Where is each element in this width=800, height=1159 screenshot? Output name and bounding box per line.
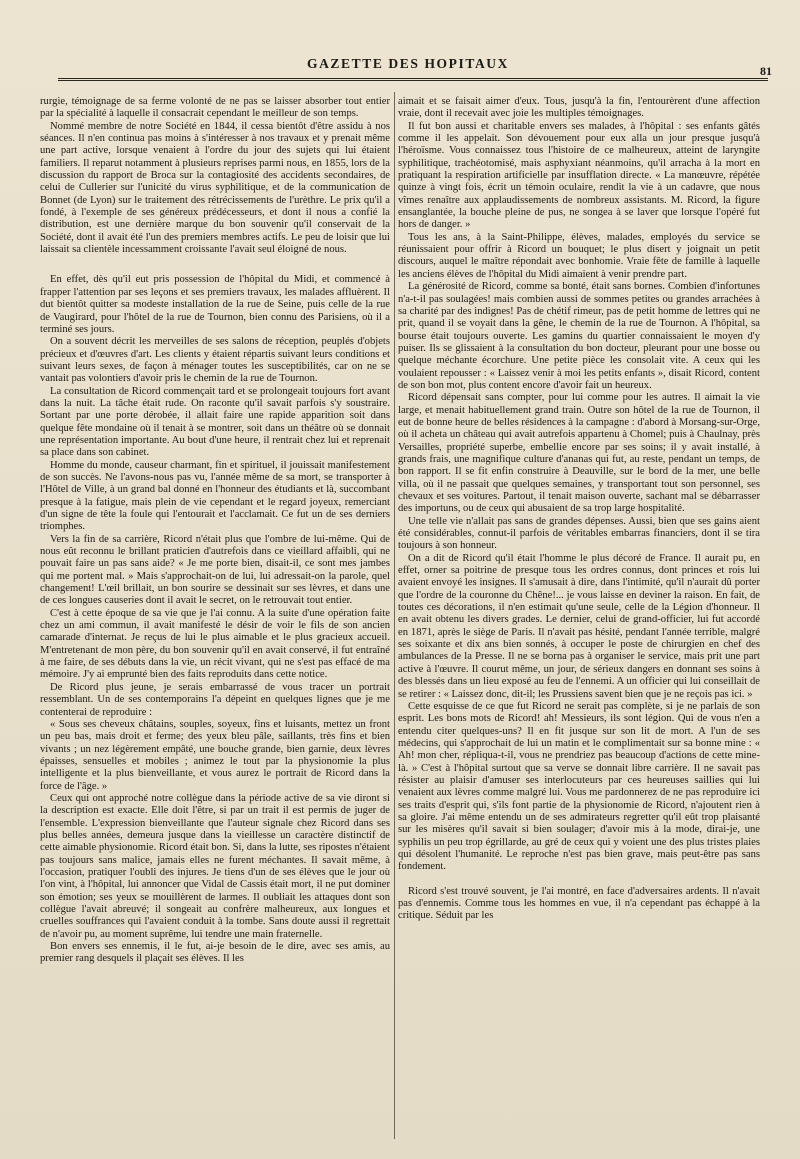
paragraph: Ricord dépensait sans compter, pour lui comme pour les autres. Il aimait la vie large, et menait habituellement grand train. Outre son hôtel de la rue de Tournon, il eut de bonne heure de belles résidences à la campagne : d'abord à Morsang-sur-Orge, où il acheta un château qui avait autrefois appartenu à Chomel; puis à Chaulnay, près Versailles, propriété superbe, embellie encore par ses soins; il y avait installé, à grands frais, une magnifique culture d'ananas qui fut, au reste, pendant un temps, de bon rapport. Il se fit enfin construire à Deauville, sur le bord de la mer, une belle villa, où il ne passait que quelques semaines, y transportant tout son personnel, ses chevaux et ses voitures. Partout, il tenait maison ouverte, sachant mal se débarrasser des importuns, ou de ceux qui abusaient de sa trop large hospitalité. xyxy=(398,392,760,515)
paragraph: Cette esquisse de ce que fut Ricord ne serait pas complète, si je ne parlais de son esprit. Les bons mots de Ricord! ah! Messieurs, ils sont légion. Qui de vous n'en a entendu citer quelques-uns? Il en fit jusque sur son lit de mort. A l'un de ses médecins, qui s'approchait de lui un matin et le complimentait sur sa bonne mine : « Ah! mon cher, répliqua-t-il, vous ne prendriez pas beaucoup d'actions de cette mine-là. » C'est à l'hôpital surtout que sa verve se donnait libre carrière. Il ne savait pas résister au plaisir d'amuser ses interlocuteurs par ces heureuses saillies qui lui venaient aux lèvres comme malgré lui. Vous me pardonnerez de ne pas reproduire ici ses traits d'esprit qui, s'ils font partie de la physionomie de Ricord, n'ajoutent rien à sa gloire. J'ai même entendu un de ses admirateurs regretter qu'il eût trop plaisanté sur les misères qu'il savait si bien soulager; d'avoir mis à la mode, dirai-je, une syphilis un peu trop égrillarde, au gré de ceux qui y voient une des plus tristes plaies qui désolent l'humanité. Le reproche n'est pas bien grave, mais peut-être pas sans fondement. xyxy=(398,700,760,873)
paragraph: Une telle vie n'allait pas sans de grandes dépenses. Aussi, bien que ses gains aient été considérables, connut-il parfois de véritables embarras financiers, dont il se tira toujours à son honneur. xyxy=(398,515,760,552)
paragraph: La consultation de Ricord commençait tard et se prolongeait toujours fort avant dans la nuit. La tâche était rude. On raconte qu'il savait parfois s'y soustraire. Sortant par une porte dérobée, il allait faire une rapide apparition soit dans quelque fête mondaine où il tenait à se montrer, soit dans un théâtre où se donnait une représentation importante. Au bout d'une heure, il rentrait chez lui et reprenait sa place dans son cabinet. xyxy=(40,385,390,459)
paragraph: Homme du monde, causeur charmant, fin et spirituel, il jouissait manifestement de son succès. Ne l'avons-nous pas vu, l'année même de sa mort, se transporter à l'Hôtel de Ville, à un grand bal donné en l'honneur des étudiants et là, succombant presque à la fatigue, mais plein de vie cependant et le regard joyeux, remerciant d'un signe de tête la foule qui l'entourait et l'acclamait. Ce fut un de ses derniers triomphes. xyxy=(40,459,390,533)
right-column xyxy=(398,96,760,1147)
paragraph: Ricord s'est trouvé souvent, je l'ai montré, en face d'adversaires ardents. Il n'avait pas d'ennemis. Comme tous les hommes en vue, il n'a cependant pas échappé à la critique. Séduit par les xyxy=(398,885,760,922)
paragraph: aimait et se faisait aimer d'eux. Tous, jusqu'à la fin, l'entourèrent d'une affection vraie, dont il recevait avec joie les multiples témoignages. xyxy=(398,96,760,120)
column-divider xyxy=(394,92,395,1139)
header-rule xyxy=(58,78,768,81)
paragraph: Il fut bon aussi et charitable envers ses malades, à l'hôpital : ses enfants gâtés comme il les appelait. Son dévouement pour eux alla un jour presque jusqu'à l'héroïsme. Vous connaissez tous l'histoire de ce malheureux, atteint de laryngite syphilitique, trachéotomisé, mais asphyxiant néanmoins, qu'il arracha à la mort en pratiquant la respiration artificielle par insufflation directe. « La manœuvre, répétée quinze à vingt fois, écrit un témoin oculaire, rendit la vie à un cadavre, que nous vîmes renaître aux applaudissements de nombreux assistants. M. Ricord, la figure ensanglantée, la bouche pleine de pus, ne songea à se laver que lorsque l'opéré fut hors de danger. » xyxy=(398,120,760,231)
paragraph: La générosité de Ricord, comme sa bonté, était sans bornes. Combien d'infortunes n'a-t-il pas soulagées! mais combien aussi de sommes petites ou grandes arrachées à sa charité par des indignes! Pas de chétif rimeur, pas de petit homme de lettres qui ne prit, quand il se voyait dans la gêne, le chemin de la rue de Tournon. A l'hôpital, sa bourse était toujours ouverte. Les gamins du quartier connaissaient le moyen d'y puiser. Ils se glissaient à la consultation du bon docteur, pleurant pour une bosse ou quelque méchante écorchure. Une petite pièce les consolait vite. A ceux qui les voulaient repousser : « Laissez venir à moi les petits enfants », disait Ricord, content de son bon mot, plus content encore d'avoir fait un heureux. xyxy=(398,281,760,391)
paragraph: Ceux qui ont approché notre collègue dans la période active de sa vie diront si la description est exacte. Elle doit l'être, si par un trait il est permis de juger de l'ensemble. L'expression bienveillante que l'auteur signale chez Ricord dans ses plus belles années, demeura jusque dans la vieillesse un caractère distinctif de cette aimable physionomie. Ricord était bon. Si, dans la lutte, ses ripostes n'étaient pas toujours sans malice, jamais elles ne furent méchantes. Il savait même, à l'occasion, pratiquer l'oubli des injures. Je tiens d'un de ses élèves que le jour où l'on vint, à l'hôpital, lui annoncer que Vidal de Cassis était mort, il ne put dominer son émotion; ses yeux se mouillèrent de larmes. Il oubliait les attaques dont son collègue l'avait abreuvé; il songeait au confrère malheureux, aux longues et cruelles souffrances qui l'avaient conduit à la tombe. Sans doute aussi il regrettait de n'avoir pu, au moment suprême, lui tendre une main fraternelle. xyxy=(40,792,390,940)
left-column xyxy=(40,96,390,1147)
paragraph: C'est à cette époque de sa vie que je l'ai connu. A la suite d'une opération faite chez un ami commun, il avait manifesté le désir de voir le fils de son ancien camarade d'internat. Je reçus de lui le plus aimable et le plus gracieux accueil. M'entretenant de mon père, du bon souvenir qu'il en avait conservé, il fut entraîné à me faire, de ses débuts dans la vie, un récit vivant, qui ne s'est pas effacé de ma mémoire. J'y ai emprunté bien des faits reproduits dans cette notice. xyxy=(40,607,390,681)
paragraph: On a dit de Ricord qu'il était l'homme le plus décoré de France. Il aurait pu, en effet, orner sa poitrine de presque tous les ordres connus, dont princes et rois lui avaient envoyé les insignes. Il s'amusait à dire, dans l'intimité, qu'il n'aurait dû porter que l'ordre de la couronne du Chêne!... je vous laisse en deviner la raison. En fait, de toutes ces décorations, il n'en estimait qu'une seule, celle de la Légion d'honneur. Il en avait obtenu les divers grades. Le dernier, celui de grand-officier, lui fut accordé en 1871, après le siège de Paris. Il n'avait pas hésité, pendant l'année terrible, malgré ses soixante et dix ans bien sonnés, à occuper le poste de chirurgien en chef des ambulances de la Presse. Il ne se borna pas à organiser le service, mais prit une part active à l'œuvre. Il courut même, un jour, de sérieux dangers en donnant ses soins à des blessés dans un lieu exposé au feu de l'ennemi. A un officier qui lui conseillait de se retirer : « Laissez donc, dit-il; les Prussiens savent bien que je ne reçois pas ici. » xyxy=(398,552,760,700)
paragraph: Vers la fin de sa carrière, Ricord n'était plus que l'ombre de lui-même. Qui de nous eût reconnu le brillant praticien d'autrefois dans ce vieillard affaibli, qui ne pouvait faire un pas sans aide? « Je me porte bien, disait-il, ce sont mes jambes qui me portent mal. » Mais s'approchait-on de lui, lui adressait-on la parole, quel changement! L'œil brillait, un bon sourire se dessinait sur ses lèvres, et dans une de ces longues causeries dont il avait le secret, on le retrouvait tout entier. xyxy=(40,533,390,607)
paragraph: De Ricord plus jeune, je serais embarrassé de vous tracer un portrait ressemblant. Un de ses contemporains l'a dépeint en quelques lignes que je me contenterai de reproduire : xyxy=(40,681,390,718)
quoted-paragraph: « Sous ses cheveux châtains, souples, soyeux, fins et luisants, mettez un front un peu bas, mais droit et ferme; des yeux bleu pâle, saillants, très fins et bien vivants ; un nez légèrement empâté, une bouche grande, bien garnie, deux lèvres épaisses, sensuelles et mobiles ; animez le tout par la physionomie la plus intelligente et la plus bienveillante, et vous aurez le portrait de Ricord dans la force de l'âge. » xyxy=(40,718,390,792)
paragraph: Tous les ans, à la Saint-Philippe, élèves, malades, employés du service se réunissaient pour offrir à Ricord un bouquet; le plus disert y joignait un petit discours, auquel le maître répondait avec bonhomie. Vraie fête de famille à laquelle les anciens élèves de l'hôpital du Midi aimaient à venir prendre part. xyxy=(398,231,760,280)
paragraph: En effet, dès qu'il eut pris possession de l'hôpital du Midi, et commencé à frapper l'attention par ses leçons et ses premiers travaux, les malades affluèrent. Il dut bientôt quitter sa modeste installation de la rue de Seine, puis celle de la rue de Vaugirard, pour l'hôtel de la rue de Tournon, bien connu des Parisiens, où il a terminé ses jours. xyxy=(40,274,390,335)
paragraph: On a souvent décrit les merveilles de ses salons de réception, peuplés d'objets précieux et d'œuvres d'art. Les clients y étaient répartis suivant leurs conditions et suivant leurs sexes, de façon à ménager toutes les susceptibilités, car on ne se vantait pas volontiers d'avoir pris le chemin de la rue de Tournon. xyxy=(40,336,390,385)
paragraph: Bon envers ses ennemis, il le fut, ai-je besoin de le dire, avec ses amis, au premier rang desquels il plaçait ses élèves. Il les xyxy=(40,941,390,965)
paragraph: rurgie, témoignage de sa ferme volonté de ne pas se laisser absorber tout entier par la spécialité à laquelle il consacrait cependant le meilleur de son temps. xyxy=(40,96,390,120)
paragraph: Nommé membre de notre Société en 1844, il cessa bientôt d'être assidu à nos séances. Il n'en continua pas moins à s'intéresser à nos travaux et y prenait même une part active, lorsque venaient à l'ordre du jour des sujets qui lui étaient familiers. Il reparut notamment à plusieurs reprises parmi nous, en 1855, lors de la discussion du rapport de Broca sur la contagiosité des accidents secondaires, de celui de Cullerier sur l'unicité du virus syphilitique, et de la communication de Bonnet (de Lyon) sur le traitement des rétrécissements de l'urèthre. Le prix qu'il a fondé, à l'exemple de ses généreux prédécesseurs, et dont il nous a confié la distribution, est une dernière marque du bon souvenir qu'il conservait de la Société, dont il avait été l'un des premiers membres actifs. Le peu de loisir que lui laissait sa clientèle incessamment croissante l'avait seul éloigné de nous. xyxy=(40,120,390,256)
page-number: 81 xyxy=(760,64,772,78)
journal-title: GAZETTE DES HOPITAUX xyxy=(306,56,510,71)
